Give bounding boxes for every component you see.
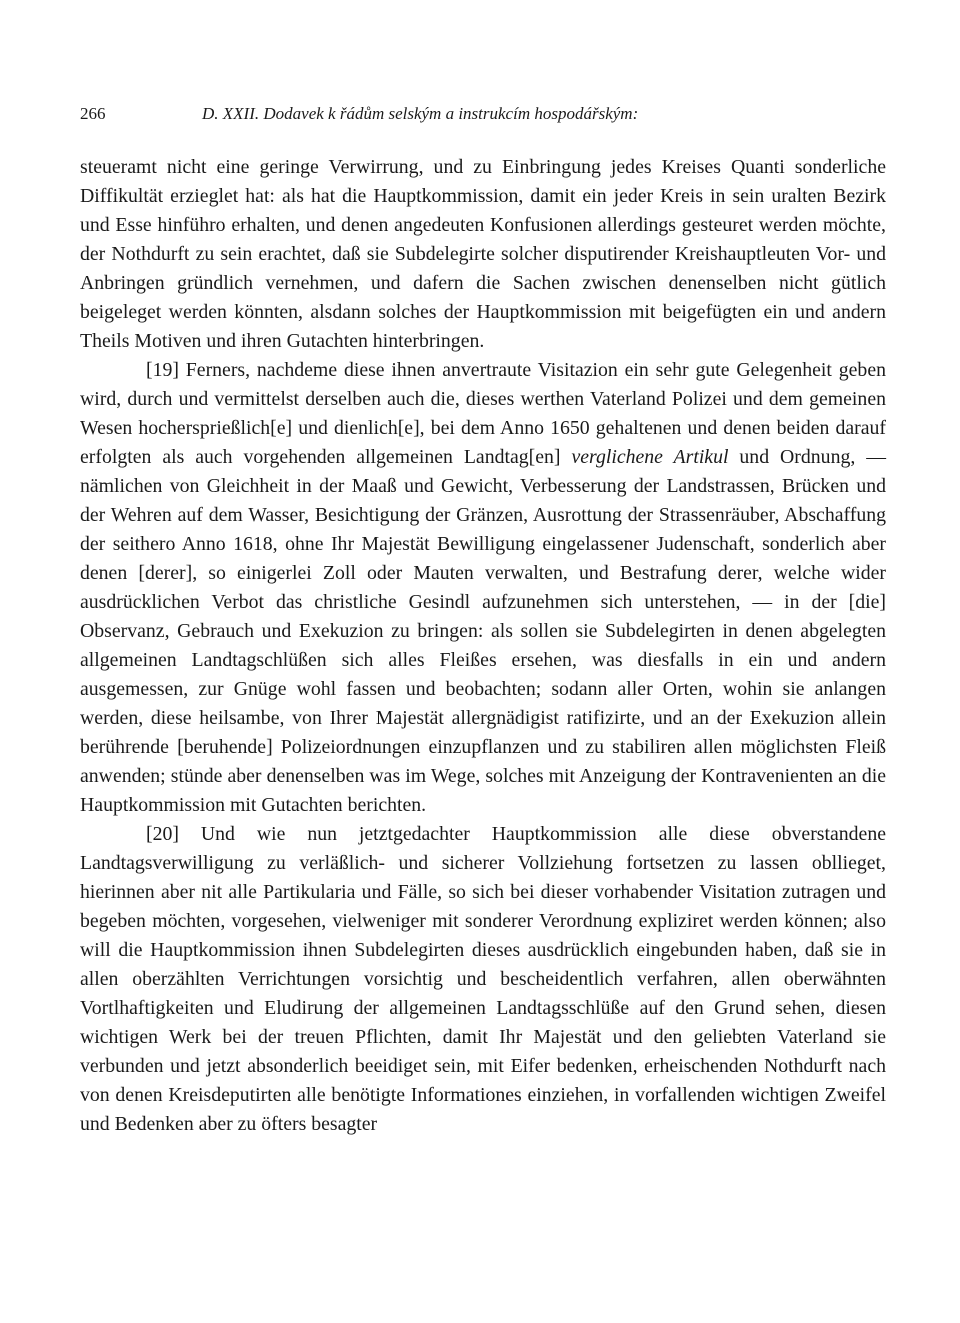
paragraph-continuation [80,153,886,356]
page-number: 266 [80,104,106,123]
paragraph-19 [80,356,886,820]
paragraph-text: und Ordnung, — nämlichen von Gleichheit in der Maaß und Gewicht, Verbesserung der Landstrassen, Brücken und der Wehren auf dem Wasser, Besichtigung der Gränzen, Ausrottung der Strassenräuber, Abschaffung der seithero Anno 1618, ohne Ihr Majestät Bewilligung eingelassener Judenschaft, sonderlich aber denen [derer], so einigerlei Zoll oder Mauten verwalten, und Bestrafung derer, welche wider ausdrücklichen Verbot das christliche Gesindl aufzunehmen sich unterstehen, — in der [die] Observanz, Gebrauch und Exekuzion zu bringen: als sollen sie Subdelegirten in denen abgelegten allgemeinen Landtagschlüßen sich alles Fleißes ersehen, was diesfalls in ein und andern ausgemessen, zur Gnüge wohl fassen und beobachten; sodann aller Orten, wohin sie anlangen werden, diese heilsambe, von Ihrer Majestät allergnädigist ratifizirte, und an der Exekuzion allein berührende [beruhende] Polizeiordnungen einzupflanzen und zu stabiliren allen möglichsten Fleiß anwenden; stünde aber denenselben was im Wege, solches mit Anzeigung der Kontravenienten an die Hauptkommission mit Gutachten berichten. [80,446,887,816]
paragraph-text: [19] Ferners, nachdeme diese ihnen anvertraute Visitazion ein sehr gute Gelegenheit geben wird, durch und vermittelst derselben auch die, dieses werthen Vaterland Polizei und dem gemeinen Wesen hochersprießlich[e] und dienlich[e], bei dem Anno 1650 gehaltenen und denen beiden darauf erfolgten als auch vorgehenden allgemeinen Landtag[en] [80,359,886,468]
body-text [80,153,886,1139]
paragraph-text: [20] Und wie nun jetztgedachter Hauptkommission alle diese obverstandene Landtagsverwilligung zu verläßlich- und sicherer Vollziehung fortsetzen zu lassen obllieget, hierinnen aber nit alle Partikularia und Fälle, so sich bei dieser vorhabender Visitation zutragen und begeben möchten, vorgesehen, vielweniger mit sonderer Verordnung expliziret werden können; also will die Hauptkommission ihnen Subdelegirten dieses ausdrücklich eingebunden haben, daß sie in allen oberzählten Verrichtungen vorsichtig und bescheidentlich verfahren, allen oberwähnten Vortlhaftigkeiten und Eludirung der allgemeinen Landtagsschlüße auf den Grund sehen, diesen wichtigen Werk bei der treuen Pflichten, damit Ihr Majestät und den geliebten Vaterland sie verbunden und jetzt absonderlich beeidiget sein, mit Eifer bedenken, erheischenden Nothdurft nach von denen Kreisdeputirten alle benötigte Informationes einziehen, in vorfallenden wichtigen Zweifel und Bedenken aber zu öfters besagter [80,823,886,1135]
paragraph-text: steueramt nicht eine geringe Verwirrung, und zu Einbringung jedes Kreises Quanti sonderliche Diffikultät erzieglet hat: als hat die Hauptkommission, damit ein jeder Kreis in sein uralten Bezirk und Esse hinführo erhalten, und denen angedeuten Konfusionen allerdings gesteuret werden möchte, der Nothdurft zu sein erachtet, daß sie Subdelegirte solcher disputirender Kreishauptleuten Vor- und Anbringen gründlich vernehmen, und dafern die Sachen zwischen denenselben nicht gütlich beigeleget werden könnten, alsdann solches der Hauptkommission mit beigefügten ein und andern Theils Motiven und ihren Gutachten hinterbringen. [80,156,886,352]
running-head: D. XXII. Dodavek k řádům selským a instrukcím hospodářským: [202,104,639,123]
page-header [80,101,880,127]
paragraph-20 [80,820,886,1139]
italic-text: verglichene Artikul [571,446,729,468]
